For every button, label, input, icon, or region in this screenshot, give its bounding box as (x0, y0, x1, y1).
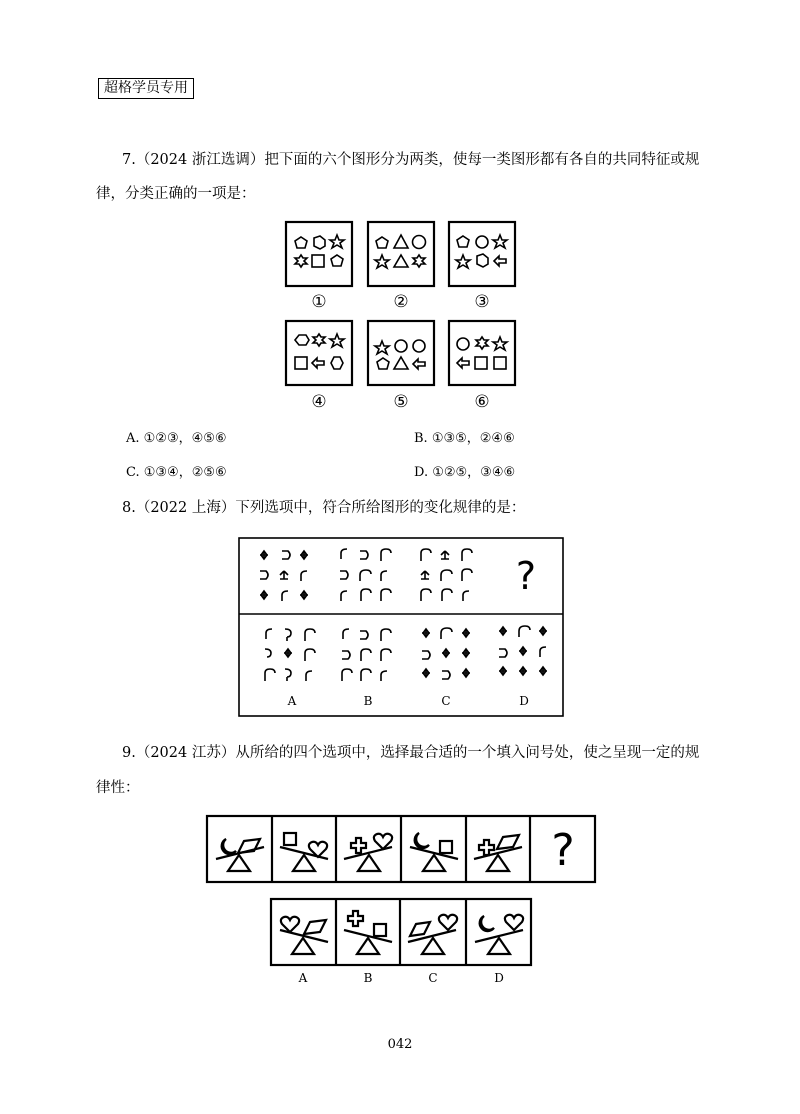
q9-stem-cell-1 (216, 839, 264, 871)
q8-option-b[interactable]: B (363, 694, 373, 708)
q8-stem: 8.（2022 上海）下列选项中，符合所给图形的变化规律的是： (122, 500, 526, 516)
q7-label-5: ⑤ (393, 392, 409, 412)
q7-figure-5[interactable] (367, 320, 435, 386)
q9-question-mark: ? (551, 825, 575, 876)
q7-label-2: ② (393, 292, 409, 312)
header-tag: 超格学员专用 (98, 78, 194, 99)
q7-option-b[interactable]: B. ①③⑤，②④⑥ (414, 431, 515, 446)
q7-figure-3[interactable] (448, 221, 516, 287)
q7-stem-line2: 律，分类正确的一项是： (96, 186, 256, 202)
q7-label-3: ③ (474, 292, 490, 312)
q9-option-a[interactable]: A (298, 971, 308, 985)
q7-figure-2[interactable] (367, 221, 435, 287)
q8-option-d[interactable]: D (519, 694, 529, 708)
q7-option-d[interactable]: D. ①②⑤，③④⑥ (414, 465, 516, 480)
q9-option-c-figure[interactable] (408, 915, 457, 954)
q9-stem-cell-3 (344, 834, 392, 871)
q7-figure-6[interactable] (448, 320, 516, 386)
q7-option-a[interactable]: A. ①②③，④⑤⑥ (126, 431, 227, 446)
q9-option-b[interactable]: B (363, 971, 373, 985)
q9-stem-line2: 律性： (96, 780, 140, 796)
q8-option-c[interactable]: C (441, 694, 451, 708)
q7-label-6: ⑥ (474, 392, 490, 412)
q9-option-a-figure[interactable] (280, 917, 328, 954)
q7-figure-1[interactable] (285, 221, 353, 287)
q7-option-c[interactable]: C. ①③④，②⑤⑥ (126, 465, 227, 480)
q9-options-row (270, 898, 532, 966)
q9-stem-cell-4 (410, 833, 458, 871)
q7-stem-line1: 7.（2024 浙江选调）把下面的六个图形分为两类，使每一类图形都有各自的共同特征或规 (122, 152, 700, 168)
q9-option-c[interactable]: C (428, 971, 438, 985)
q9-stem-cell-2 (280, 833, 328, 871)
q7-figure-4[interactable] (285, 320, 353, 386)
q8-option-grids (265, 626, 547, 681)
q7-label-4: ④ (311, 392, 327, 412)
q9-option-d[interactable]: D (494, 971, 504, 985)
q9-option-b-figure[interactable] (344, 911, 392, 954)
q8-stem-grids (260, 549, 472, 601)
page-number: 042 (387, 1037, 413, 1052)
q9-stem-cell-5 (474, 835, 522, 871)
q9-stem-row (206, 815, 596, 883)
q7-label-1: ① (311, 292, 327, 312)
q9-option-d-figure[interactable] (475, 915, 523, 954)
q8-figure-table (238, 537, 564, 717)
q8-option-a[interactable]: A (287, 694, 297, 708)
q9-stem-line1: 9.（2024 江苏）从所给的四个选项中，选择最合适的一个填入问号处，使之呈现一定的规 (122, 745, 700, 761)
q8-question-mark: ? (515, 554, 537, 598)
